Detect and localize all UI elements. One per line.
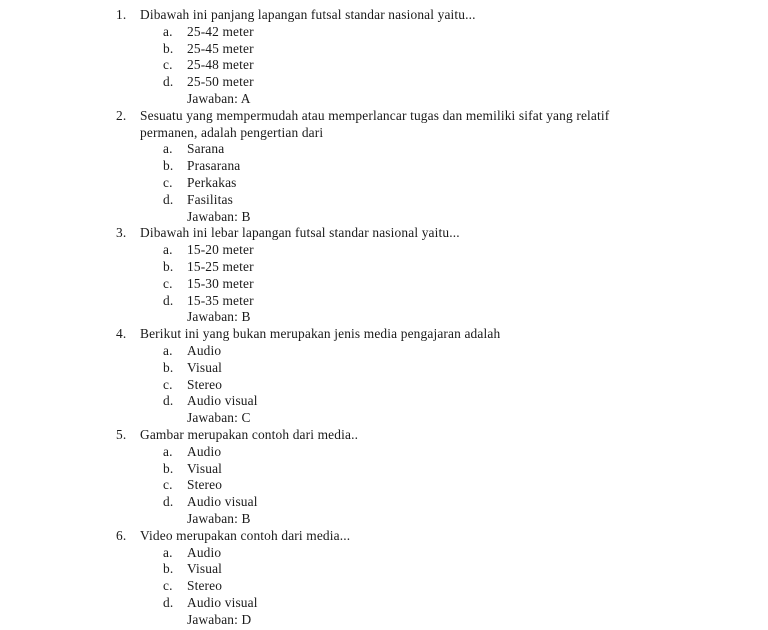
option-a	[0, 545, 768, 562]
option-b	[0, 259, 768, 276]
question-text: Video merupakan contoh dari media...	[140, 527, 351, 543]
option-d	[0, 192, 768, 209]
answer-key: Jawaban: C	[187, 410, 251, 426]
option-letter: c.	[163, 275, 173, 291]
question-number: 6.	[116, 527, 127, 543]
option-letter: a.	[163, 342, 173, 358]
option-text: Visual	[187, 460, 223, 476]
option-text: Audio visual	[187, 494, 258, 510]
option-letter: c.	[163, 174, 173, 190]
option-letter: d.	[163, 393, 174, 409]
answer-key: Jawaban: B	[187, 510, 251, 526]
option-d	[0, 595, 768, 612]
answer-key: Jawaban: B	[187, 208, 251, 224]
option-letter: b.	[163, 40, 174, 56]
option-b	[0, 461, 768, 478]
option-letter: d.	[163, 74, 174, 90]
option-letter: a.	[163, 23, 173, 39]
question-text-continued: permanen, adalah pengertian dari	[140, 124, 324, 140]
answer-key: Jawaban: A	[187, 90, 251, 106]
question-1	[0, 7, 768, 108]
option-text: Audio	[187, 443, 222, 459]
question-4	[0, 326, 768, 427]
option-text: Prasarana	[187, 158, 241, 174]
option-a	[0, 242, 768, 259]
option-text: Perkakas	[187, 174, 237, 190]
option-d	[0, 293, 768, 310]
question-text: Dibawah ini panjang lapangan futsal standar nasional yaitu...	[140, 7, 476, 22]
option-b	[0, 41, 768, 58]
option-letter: b.	[163, 158, 174, 174]
option-letter: a.	[163, 141, 173, 157]
question-number: 1.	[116, 7, 127, 22]
option-text: Sarana	[187, 141, 225, 157]
option-letter: c.	[163, 376, 173, 392]
option-b	[0, 360, 768, 377]
option-letter: b.	[163, 258, 174, 274]
option-letter: c.	[163, 578, 173, 594]
option-a	[0, 24, 768, 41]
option-text: 15-30 meter	[187, 275, 254, 291]
option-text: 25-50 meter	[187, 74, 254, 90]
option-letter: a.	[163, 544, 173, 560]
option-d	[0, 74, 768, 91]
question-number: 2.	[116, 107, 127, 123]
answer-key: Jawaban: B	[187, 309, 251, 325]
option-text: Audio	[187, 544, 222, 560]
option-text: Audio visual	[187, 393, 258, 409]
option-text: 25-45 meter	[187, 40, 254, 56]
question-text: Berikut ini yang bukan merupakan jenis media pengajaran adalah	[140, 326, 501, 342]
option-a	[0, 141, 768, 158]
option-text: Visual	[187, 359, 223, 375]
question-text: Gambar merupakan contoh dari media..	[140, 426, 359, 442]
option-text: 25-48 meter	[187, 57, 254, 73]
option-c	[0, 578, 768, 595]
option-letter: b.	[163, 359, 174, 375]
question-3	[0, 225, 768, 326]
option-c	[0, 276, 768, 293]
option-text: Audio	[187, 342, 222, 358]
option-letter: b.	[163, 561, 174, 577]
option-c	[0, 477, 768, 494]
option-d	[0, 393, 768, 410]
question-number: 5.	[116, 426, 127, 442]
option-text: 15-20 meter	[187, 242, 254, 258]
option-text: Fasilitas	[187, 191, 233, 207]
option-d	[0, 494, 768, 511]
option-text: 15-35 meter	[187, 292, 254, 308]
option-a	[0, 444, 768, 461]
question-6	[0, 528, 768, 629]
answer-key: Jawaban: D	[187, 611, 252, 627]
option-letter: a.	[163, 443, 173, 459]
option-text: 15-25 meter	[187, 258, 254, 274]
option-text: Stereo	[187, 477, 223, 493]
option-text: Stereo	[187, 578, 223, 594]
option-letter: c.	[163, 57, 173, 73]
question-5	[0, 427, 768, 528]
option-text: Audio visual	[187, 594, 258, 610]
option-c	[0, 175, 768, 192]
option-letter: d.	[163, 494, 174, 510]
question-number: 3.	[116, 225, 127, 241]
quiz-document	[0, 7, 768, 628]
option-a	[0, 343, 768, 360]
option-letter: d.	[163, 191, 174, 207]
option-letter: d.	[163, 292, 174, 308]
question-text: Sesuatu yang mempermudah atau memperlancar tugas dan memiliki sifat yang relatif	[140, 107, 610, 123]
option-text: 25-42 meter	[187, 23, 254, 39]
option-letter: c.	[163, 477, 173, 493]
question-2	[0, 108, 768, 226]
option-b	[0, 561, 768, 578]
option-letter: d.	[163, 594, 174, 610]
option-letter: a.	[163, 242, 173, 258]
option-c	[0, 377, 768, 394]
option-c	[0, 57, 768, 74]
option-b	[0, 158, 768, 175]
option-text: Stereo	[187, 376, 223, 392]
question-number: 4.	[116, 326, 127, 342]
option-text: Visual	[187, 561, 223, 577]
option-letter: b.	[163, 460, 174, 476]
question-text: Dibawah ini lebar lapangan futsal standar nasional yaitu...	[140, 225, 460, 241]
